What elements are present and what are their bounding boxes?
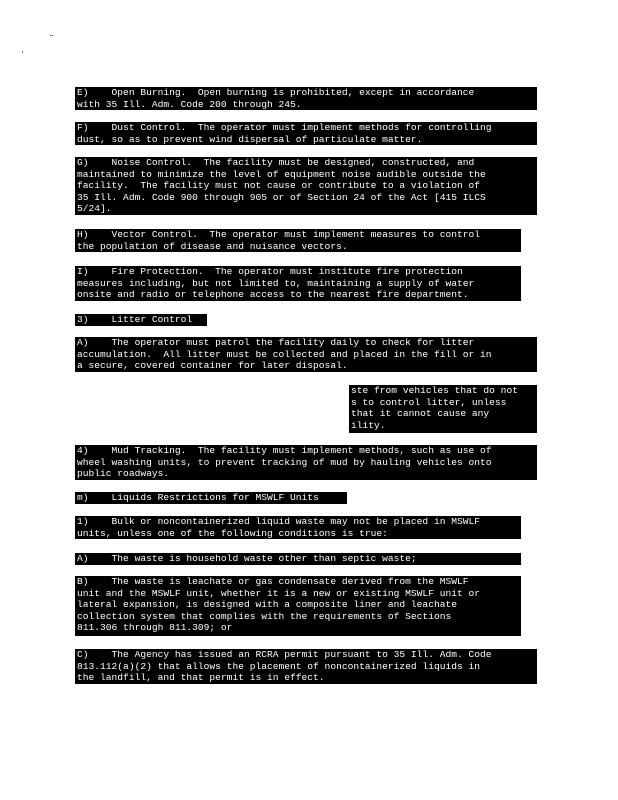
text-line: s to control litter, unless [351,396,507,408]
text-line: units, unless one of the following conditions is true: [77,527,388,539]
text-line: maintained to minimize the level of equipment noise audible outside the [77,168,486,180]
text-line: G) Noise Control. The facility must be designed, constructed, and [77,157,475,168]
text-line: that it cannot cause any [351,408,490,420]
text-line: 35 Ill. Adm. Code 900 through 905 or of Section 24 of the Act [415 ILCS [77,191,486,203]
text-line: B) The waste is leachate or gas condensate derived from the MSWLF [77,576,469,587]
text-line: measures including, but not limited to, maintaining a supply of water [77,277,475,289]
section-dust-control [75,122,537,145]
text-line: facility. The facility must not cause or contribute to a violation of [77,180,481,192]
scan-speck [22,51,23,53]
section-litter-patrol [75,337,537,372]
text-line: the landfill, and that permit is in effect. [77,672,325,684]
text-line: ility. [351,419,386,431]
section-open-burning [75,87,537,110]
text-line: 4) Mud Tracking. The facility must implement methods, such as use of [77,445,492,456]
text-line: 1) Bulk or noncontainerized liquid waste may not be placed in MSWLF [77,516,481,527]
text-line: E) Open Burning. Open burning is prohibited, except in accordance [77,87,475,98]
text-line: the population of disease and nuisance vectors. [77,240,348,252]
text-line: dust, so as to prevent wind dispersal of particulate matter. [77,133,423,145]
text-line: A) The operator must patrol the facility daily to check for litter [77,337,475,348]
text-line: F) Dust Control. The operator must implement methods for controlling [77,122,492,133]
scan-speck [50,35,53,36]
text-line: 813.112(a)(2) that allows the placement of noncontainerized liquids in [77,660,481,672]
section-fire-protection [75,266,521,301]
text-line: accumulation. All litter must be collected and placed in the fill or in [77,348,492,360]
text-line: collection system that complies with the requirements of Sections [77,610,452,622]
section-bulk-liquid [75,516,521,539]
section-litter-vehicles [349,385,537,433]
text-line: wheel washing units, to prevent tracking of mud by hauling vehicles onto [77,456,492,468]
text-line: a secure, covered container for later disposal. [77,360,348,372]
heading-litter-control [75,314,207,326]
text-line: with 35 Ill. Adm. Code 200 through 245. [77,98,302,110]
text-line: I) Fire Protection. The operator must institute fire protection [77,266,463,277]
section-noise-control [75,157,537,215]
heading-liquids-restrictions [75,492,347,504]
section-vector-control [75,229,521,252]
text-line: ste from vehicles that do not [351,385,518,396]
section-household-waste [75,553,521,565]
text-line: C) The Agency has issued an RCRA permit pursuant to 35 Ill. Adm. Code [77,649,492,660]
text-line: onsite and radio or telephone access to the nearest fire department. [77,289,469,301]
text-line: H) Vector Control. The operator must implement measures to control [77,229,481,240]
text-line: public roadways. [77,468,170,480]
section-mud-tracking [75,445,537,480]
text-line: A) The waste is household waste other than septic waste; [77,553,417,564]
text-line: 5/24]. [77,203,112,215]
section-leachate [75,576,521,636]
text-line: unit and the MSWLF unit, whether it is a new or existing MSWLF unit or [77,587,481,599]
section-rcra-permit [75,649,537,684]
text-line: m) Liquids Restrictions for MSWLF Units [77,492,319,503]
text-line: 811.306 through 811.309; or [77,622,233,634]
text-line: lateral expansion, is designed with a composite liner and leachate [77,599,457,611]
text-line: 3) Litter Control [77,314,193,325]
